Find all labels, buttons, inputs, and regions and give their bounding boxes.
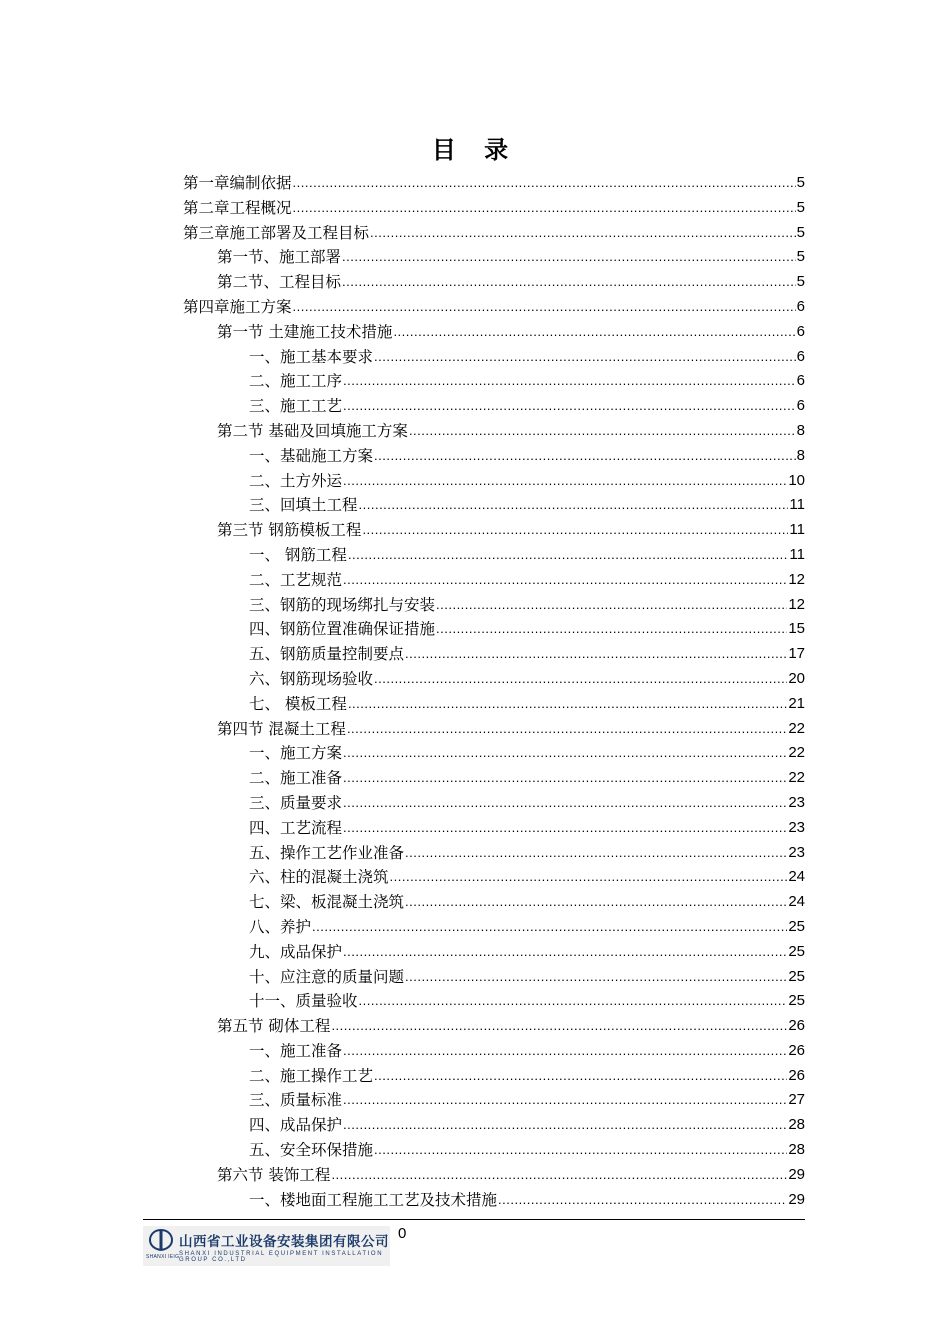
toc-page-number: 15 <box>788 620 805 638</box>
toc-page-number: 8 <box>796 446 805 464</box>
logo-subtext: SHANXI IEIG <box>146 1254 180 1260</box>
toc-page-number: 27 <box>788 1091 805 1109</box>
toc-entry-title: 二、施工准备 <box>249 769 343 788</box>
toc-entry[interactable] <box>183 593 805 618</box>
toc-dot-leader <box>359 493 789 518</box>
toc-entry[interactable] <box>183 1113 805 1138</box>
toc-entry-title: 施工部署及工程目标 <box>229 223 370 242</box>
toc-entry-title: 七、 模板工程 <box>249 694 347 713</box>
toc-dot-leader <box>343 940 787 965</box>
toc-entry[interactable] <box>183 642 805 667</box>
toc-page-number: 22 <box>788 719 805 737</box>
toc-dot-leader <box>374 1064 787 1089</box>
toc-dot-leader <box>405 890 787 915</box>
toc-entry[interactable] <box>183 394 805 419</box>
toc-entry[interactable] <box>183 1088 805 1113</box>
toc-entry-title: 工程概况 <box>229 198 292 217</box>
toc-entry-title: 第六节 装饰工程 <box>217 1165 331 1184</box>
toc-entry-title: 第二节 基础及回填施工方案 <box>217 421 408 440</box>
toc-page-number: 6 <box>796 297 805 315</box>
toc-entry[interactable] <box>183 345 805 370</box>
toc-page-number: 28 <box>788 1116 805 1134</box>
toc-entry-title: 五、安全环保措施 <box>249 1141 374 1160</box>
toc-page-number: 10 <box>788 471 805 489</box>
toc-entry-title: 第三节 钢筋模板工程 <box>217 521 362 540</box>
toc-entry-title: 十一、质量验收 <box>249 992 358 1011</box>
toc-page-number: 5 <box>796 248 805 266</box>
toc-entry-title: 一、施工基本要求 <box>249 347 374 366</box>
toc-entry[interactable] <box>183 295 805 320</box>
toc-entry[interactable] <box>183 320 805 345</box>
toc-page-number: 29 <box>788 1165 805 1183</box>
toc-entry-title: 二、施工操作工艺 <box>249 1066 374 1085</box>
toc-dot-leader <box>393 320 795 345</box>
toc-page-number: 24 <box>788 893 805 911</box>
toc-dot-leader <box>405 965 787 990</box>
page-number: 0 <box>398 1225 407 1242</box>
toc-dot-leader <box>343 816 787 841</box>
toc-chapter-number: 第三章 <box>183 223 230 242</box>
toc-entry[interactable] <box>183 568 805 593</box>
toc-entry[interactable] <box>183 493 805 518</box>
toc-page-number: 5 <box>796 223 805 241</box>
toc-page-number: 11 <box>789 521 805 539</box>
toc-page-number: 23 <box>788 818 805 836</box>
toc-page-number: 6 <box>796 347 805 365</box>
toc-entry-title: 一、 钢筋工程 <box>249 545 347 564</box>
company-logo <box>143 1226 390 1266</box>
toc-page-number: 20 <box>788 669 805 687</box>
toc-entry-title: 五、钢筋质量控制要点 <box>249 645 405 664</box>
toc-page-number: 5 <box>796 174 805 191</box>
toc-dot-leader <box>331 1014 787 1039</box>
toc-entry[interactable] <box>183 1064 805 1089</box>
toc-entry-title: 一、基础施工方案 <box>249 446 374 465</box>
toc-dot-leader <box>343 766 787 791</box>
toc-dot-leader <box>343 1088 787 1113</box>
company-emblem-icon <box>147 1228 175 1252</box>
toc-dot-leader <box>370 221 796 246</box>
toc-chapter-number: 第二章 <box>183 198 230 217</box>
toc-page-number: 26 <box>788 1041 805 1059</box>
toc-page-number: 25 <box>788 967 805 985</box>
toc-page-number: 5 <box>796 273 805 291</box>
toc-title: 目 录 <box>431 135 519 164</box>
toc-chapter-number: 第四章 <box>183 297 230 316</box>
toc-entry-title: 二、工艺规范 <box>249 570 343 589</box>
toc-entry-title: 九、成品保护 <box>249 942 343 961</box>
company-name-en: SHANXI INDUSTRIAL EQUIPMENT INSTALLATION GROUP CO.,LTD <box>179 1251 384 1263</box>
table-of-contents <box>183 171 805 1212</box>
toc-entry[interactable] <box>183 791 805 816</box>
toc-dot-leader <box>343 469 787 494</box>
toc-entry[interactable] <box>183 940 805 965</box>
toc-dot-leader <box>342 270 796 295</box>
toc-entry[interactable] <box>183 245 805 270</box>
toc-page-number: 22 <box>788 744 805 762</box>
toc-dot-leader <box>374 667 787 692</box>
toc-entry[interactable] <box>183 989 805 1014</box>
toc-dot-leader <box>343 1039 787 1064</box>
toc-entry[interactable] <box>183 717 805 742</box>
toc-entry-title: 第一节、施工部署 <box>217 248 342 267</box>
toc-entry[interactable] <box>183 518 805 543</box>
toc-entry-title: 第一节 土建施工技术措施 <box>217 322 393 341</box>
toc-page-number: 5 <box>796 198 805 216</box>
toc-entry[interactable] <box>183 1014 805 1039</box>
toc-dot-leader <box>312 915 787 940</box>
toc-entry-title: 五、操作工艺作业准备 <box>249 843 405 862</box>
toc-entry[interactable] <box>183 221 805 246</box>
toc-entry[interactable] <box>183 1039 805 1064</box>
toc-entry[interactable] <box>183 1163 805 1188</box>
company-name-cn: 山西省工业设备安装集团有限公司 <box>179 1234 389 1250</box>
toc-entry[interactable] <box>183 692 805 717</box>
toc-entry[interactable] <box>183 816 805 841</box>
toc-entry[interactable] <box>183 915 805 940</box>
toc-entry-title: 四、成品保护 <box>249 1116 343 1135</box>
toc-entry-title: 十、应注意的质量问题 <box>249 967 405 986</box>
toc-dot-leader <box>343 1113 787 1138</box>
toc-entry-title: 八、养护 <box>249 917 312 936</box>
toc-page-number: 23 <box>788 843 805 861</box>
toc-page-number: 11 <box>789 545 805 563</box>
toc-page-number: 6 <box>796 322 805 340</box>
toc-entry[interactable] <box>183 1188 805 1213</box>
toc-entry-title: 四、钢筋位置准确保证措施 <box>249 620 436 639</box>
toc-entry[interactable] <box>183 1138 805 1163</box>
toc-entry-title: 三、施工工艺 <box>249 397 343 416</box>
toc-dot-leader <box>374 444 796 469</box>
toc-page-number: 26 <box>788 1017 805 1035</box>
toc-entry-title: 六、柱的混凝土浇筑 <box>249 868 389 887</box>
toc-page-number: 26 <box>788 1066 805 1084</box>
toc-dot-leader <box>293 295 796 320</box>
toc-entry-title: 二、土方外运 <box>249 471 343 490</box>
toc-chapter-number: 第一章 <box>183 174 230 192</box>
toc-dot-leader <box>343 394 796 419</box>
toc-dot-leader <box>347 717 787 742</box>
toc-entry-title: 三、质量要求 <box>249 793 343 812</box>
toc-entry-title: 六、钢筋现场验收 <box>249 669 374 688</box>
toc-entry[interactable] <box>183 196 805 221</box>
toc-entry[interactable] <box>183 270 805 295</box>
toc-page-number: 25 <box>788 942 805 960</box>
toc-entry[interactable] <box>183 171 805 196</box>
toc-page-number: 6 <box>796 397 805 415</box>
toc-entry[interactable] <box>183 419 805 444</box>
toc-page-number: 12 <box>788 570 805 588</box>
toc-entry[interactable] <box>183 543 805 568</box>
toc-page-number: 25 <box>788 992 805 1010</box>
toc-dot-leader <box>348 692 787 717</box>
toc-entry-title: 四、工艺流程 <box>249 818 343 837</box>
toc-page-number: 8 <box>796 421 805 439</box>
toc-entry[interactable] <box>183 741 805 766</box>
toc-page-number: 11 <box>789 496 805 514</box>
toc-entry-title: 一、楼地面工程施工工艺及技术措施 <box>249 1190 498 1209</box>
toc-entry-title: 第五节 砌体工程 <box>217 1017 331 1036</box>
toc-entry[interactable] <box>183 890 805 915</box>
toc-dot-leader <box>436 593 787 618</box>
toc-entry-title: 一、施工准备 <box>249 1041 343 1060</box>
toc-entry[interactable] <box>183 444 805 469</box>
toc-dot-leader <box>343 568 787 593</box>
toc-page-number: 21 <box>788 694 805 712</box>
toc-dot-leader <box>405 841 787 866</box>
toc-dot-leader <box>342 245 796 270</box>
toc-entry-title: 七、梁、板混凝土浇筑 <box>249 893 405 912</box>
toc-entry[interactable] <box>183 965 805 990</box>
toc-dot-leader <box>348 543 788 568</box>
toc-dot-leader <box>359 989 788 1014</box>
toc-entry-title: 三、回填土工程 <box>249 496 358 515</box>
toc-entry[interactable] <box>183 841 805 866</box>
toc-entry-title: 施工方案 <box>229 297 292 316</box>
toc-page-number: 23 <box>788 793 805 811</box>
toc-entry[interactable] <box>183 667 805 692</box>
toc-dot-leader <box>293 171 796 196</box>
toc-entry-title: 第四节 混凝土工程 <box>217 719 346 738</box>
toc-page-number: 17 <box>788 645 805 663</box>
toc-dot-leader <box>409 419 796 444</box>
toc-entry-title: 编制依据 <box>229 174 292 192</box>
toc-entry[interactable] <box>183 369 805 394</box>
toc-entry-title: 二、施工工序 <box>249 372 343 391</box>
toc-page-number: 24 <box>788 868 805 886</box>
toc-entry-title: 第二节、工程目标 <box>217 273 342 292</box>
toc-dot-leader <box>331 1163 787 1188</box>
toc-dot-leader <box>374 345 796 370</box>
toc-entry-title: 三、钢筋的现场绑扎与安装 <box>249 595 436 614</box>
toc-dot-leader <box>343 741 787 766</box>
toc-page-number: 6 <box>796 372 805 390</box>
toc-page-number: 29 <box>788 1190 805 1208</box>
toc-page-number: 22 <box>788 769 805 787</box>
toc-entry[interactable] <box>183 865 805 890</box>
toc-entry[interactable] <box>183 469 805 494</box>
toc-dot-leader <box>343 369 796 394</box>
toc-entry-title: 三、质量标准 <box>249 1091 343 1110</box>
toc-dot-leader <box>405 642 787 667</box>
toc-dot-leader <box>293 196 796 221</box>
toc-dot-leader <box>498 1188 787 1213</box>
toc-dot-leader <box>390 865 788 890</box>
toc-page-number: 25 <box>788 917 805 935</box>
toc-page-number: 28 <box>788 1141 805 1159</box>
toc-dot-leader <box>362 518 788 543</box>
toc-entry[interactable] <box>183 766 805 791</box>
toc-dot-leader <box>436 617 787 642</box>
toc-page-number: 12 <box>788 595 805 613</box>
toc-dot-leader <box>374 1138 787 1163</box>
toc-entry-title: 一、施工方案 <box>249 744 343 763</box>
toc-entry[interactable] <box>183 617 805 642</box>
toc-dot-leader <box>343 791 787 816</box>
footer-divider <box>143 1219 805 1220</box>
